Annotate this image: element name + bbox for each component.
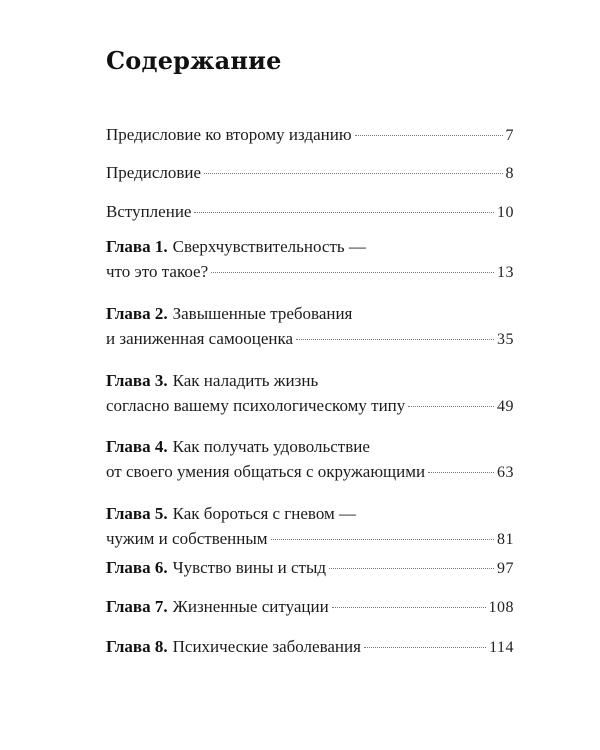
page-number: 7	[505, 127, 514, 144]
dot-leader	[428, 472, 494, 473]
chapter-label: Глава 4.	[106, 437, 168, 456]
page-number: 108	[488, 599, 514, 616]
toc-entry-chapter-4[interactable]	[106, 434, 514, 484]
entry-title-line2: от своего умения общаться с окружающими	[106, 462, 426, 481]
toc-entry-chapter-3[interactable]	[106, 368, 514, 418]
entry-title-line1: Как наладить жизнь	[172, 371, 319, 390]
entry-title: Чувство вины и стыд	[172, 558, 327, 577]
entry-title: Жизненные ситуации	[172, 597, 329, 616]
toc-entry-chapter-6[interactable]	[106, 555, 514, 580]
page-number: 97	[497, 560, 514, 577]
chapter-label: Глава 2.	[106, 304, 168, 323]
entry-title-line2: и заниженная самооценка	[106, 329, 294, 348]
dot-leader	[204, 173, 502, 174]
entry-title-line2: чужим и собственным	[106, 529, 268, 548]
chapter-label: Глава 5.	[106, 504, 168, 523]
entry-title: Вступление	[106, 202, 192, 221]
entry-title-line2: что это такое?	[106, 262, 209, 281]
entry-title: Предисловие ко второму изданию	[106, 125, 352, 144]
toc-entry[interactable]	[106, 160, 514, 185]
entry-title-line1: Как бороться с гневом —	[172, 504, 357, 523]
entry-title-line1: Как получать удовольствие	[172, 437, 370, 456]
page-number: 8	[505, 165, 514, 182]
dot-leader	[329, 568, 494, 569]
toc-entry-chapter-2[interactable]	[106, 301, 514, 351]
entry-title-line2: согласно вашему психологическому типу	[106, 396, 406, 415]
toc-entry-chapter-1[interactable]	[106, 234, 514, 284]
chapter-label: Глава 8.	[106, 637, 168, 656]
page-number: 63	[497, 464, 514, 481]
dot-leader	[408, 406, 494, 407]
dot-leader	[211, 272, 494, 273]
page-number: 35	[497, 331, 514, 348]
entry-title-line1: Сверхчувствительность —	[172, 237, 366, 256]
page-number: 49	[497, 398, 514, 415]
page-number: 13	[497, 264, 514, 281]
toc-entry-chapter-8[interactable]	[106, 634, 514, 659]
dot-leader	[271, 539, 494, 540]
page-number: 114	[489, 639, 514, 656]
toc-entry[interactable]	[106, 199, 514, 224]
dot-leader	[364, 647, 486, 648]
dot-leader	[355, 135, 503, 136]
chapter-label: Глава 6.	[106, 558, 168, 577]
dot-leader	[194, 212, 494, 213]
page-number: 81	[497, 531, 514, 548]
toc-entry[interactable]	[106, 122, 514, 147]
toc-entry-chapter-5[interactable]	[106, 501, 514, 551]
chapter-label: Глава 7.	[106, 597, 168, 616]
dot-leader	[296, 339, 494, 340]
chapter-label: Глава 3.	[106, 371, 168, 390]
toc-entry-chapter-7[interactable]	[106, 594, 514, 619]
chapter-label: Глава 1.	[106, 237, 168, 256]
entry-title: Психические заболевания	[172, 637, 361, 656]
page-title: Содержание	[106, 46, 282, 75]
entry-title: Предисловие	[106, 163, 202, 182]
dot-leader	[332, 607, 486, 608]
entry-title-line1: Завышенные требования	[172, 304, 353, 323]
page-number: 10	[497, 204, 514, 221]
